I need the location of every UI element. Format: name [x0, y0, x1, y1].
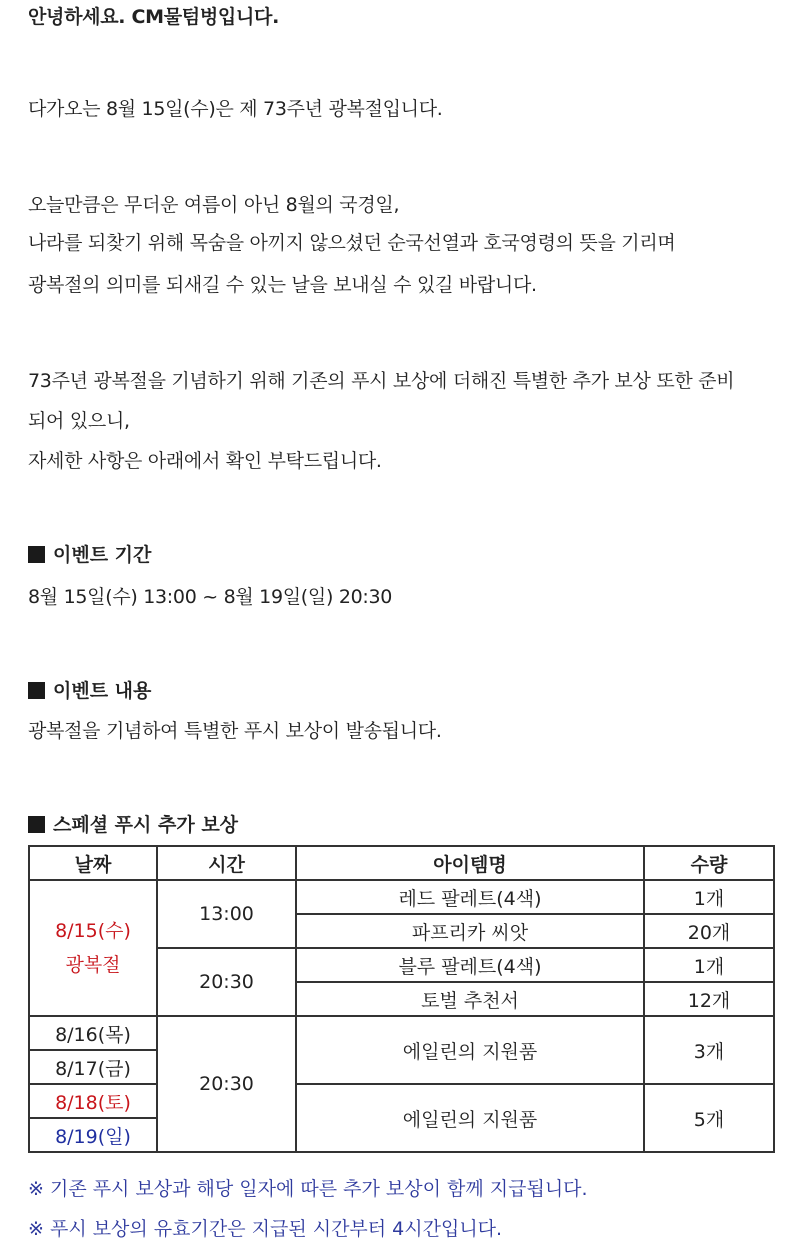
- content-heading-label: 이벤트 내용: [53, 680, 152, 702]
- message-line-1: 오늘만큼은 무더운 여름이 아닌 8월의 국경일,: [28, 194, 400, 216]
- greeting: 안녕하세요. CM물텀벙입니다.: [28, 6, 279, 28]
- time-cell: 20:30: [157, 1016, 296, 1152]
- time-cell: 13:00: [157, 880, 296, 948]
- item-qty-cell: 3개: [644, 1016, 774, 1084]
- message-line-3: 광복절의 의미를 되새길 수 있는 날을 보내실 수 있길 바랍니다.: [28, 274, 537, 296]
- note-line-1: ※ 기존 푸시 보상과 해당 일자에 따른 추가 보상이 함께 지급됩니다.: [28, 1178, 588, 1200]
- item-name-cell: 파프리카 씨앗: [296, 914, 644, 948]
- event-note-line-1: 73주년 광복절을 기념하기 위해 기존의 푸시 보상에 더해진 특별한 추가 보상 또한 준비: [28, 370, 735, 392]
- date-cell-saturday: 8/18(토): [29, 1084, 157, 1118]
- rewards-table: [28, 845, 775, 1153]
- item-qty-cell: 12개: [644, 982, 774, 1016]
- item-qty-cell: 20개: [644, 914, 774, 948]
- item-name-cell: 레드 팔레트(4색): [296, 880, 644, 914]
- period-text: 8월 15일(수) 13:00 ~ 8월 19일(일) 20:30: [28, 586, 393, 608]
- item-name-cell: 에일린의 지원품: [296, 1084, 644, 1152]
- table-row: [29, 1084, 774, 1118]
- rewards-heading: [28, 812, 238, 838]
- column-header-time: 시간: [157, 846, 296, 880]
- item-qty-cell: 1개: [644, 948, 774, 982]
- rewards-heading-label: 스페셜 푸시 추가 보상: [53, 814, 239, 836]
- square-bullet-icon: [28, 546, 45, 563]
- period-heading: [28, 542, 151, 568]
- item-qty-cell: 5개: [644, 1084, 774, 1152]
- column-header-date: 날짜: [29, 846, 157, 880]
- square-bullet-icon: [28, 816, 45, 833]
- item-name-cell: 에일린의 지원품: [296, 1016, 644, 1084]
- table-header-row: [29, 846, 774, 880]
- content-text: 광복절을 기념하여 특별한 푸시 보상이 발송됩니다.: [28, 720, 442, 742]
- event-note-line-2: 되어 있으니,: [28, 410, 130, 432]
- event-note-line-3: 자세한 사항은 아래에서 확인 부탁드립니다.: [28, 450, 382, 472]
- item-name-cell: 토벌 추천서: [296, 982, 644, 1016]
- item-name-cell: 블루 팔레트(4색): [296, 948, 644, 982]
- holiday-name: 광복절: [65, 954, 121, 976]
- date-cell: 8/17(금): [29, 1050, 157, 1084]
- period-heading-label: 이벤트 기간: [53, 544, 152, 566]
- time-cell: 20:30: [157, 948, 296, 1016]
- square-bullet-icon: [28, 682, 45, 699]
- holiday-date: 8/15(수): [55, 920, 131, 942]
- content-heading: [28, 678, 151, 704]
- column-header-item: 아이템명: [296, 846, 644, 880]
- intro-text: 다가오는 8월 15일(수)은 제 73주년 광복절입니다.: [28, 98, 443, 120]
- note-line-2: ※ 푸시 보상의 유효기간은 지급된 시간부터 4시간입니다.: [28, 1218, 503, 1240]
- date-cell-sunday: 8/19(일): [29, 1118, 157, 1152]
- date-cell: 8/16(목): [29, 1016, 157, 1050]
- column-header-qty: 수량: [644, 846, 774, 880]
- table-row: [29, 1016, 774, 1050]
- item-qty-cell: 1개: [644, 880, 774, 914]
- message-line-2: 나라를 되찾기 위해 목숨을 아끼지 않으셨던 순국선열과 호국영령의 뜻을 기리며: [28, 232, 676, 254]
- holiday-date-cell: [29, 880, 157, 1016]
- table-row: [29, 880, 774, 914]
